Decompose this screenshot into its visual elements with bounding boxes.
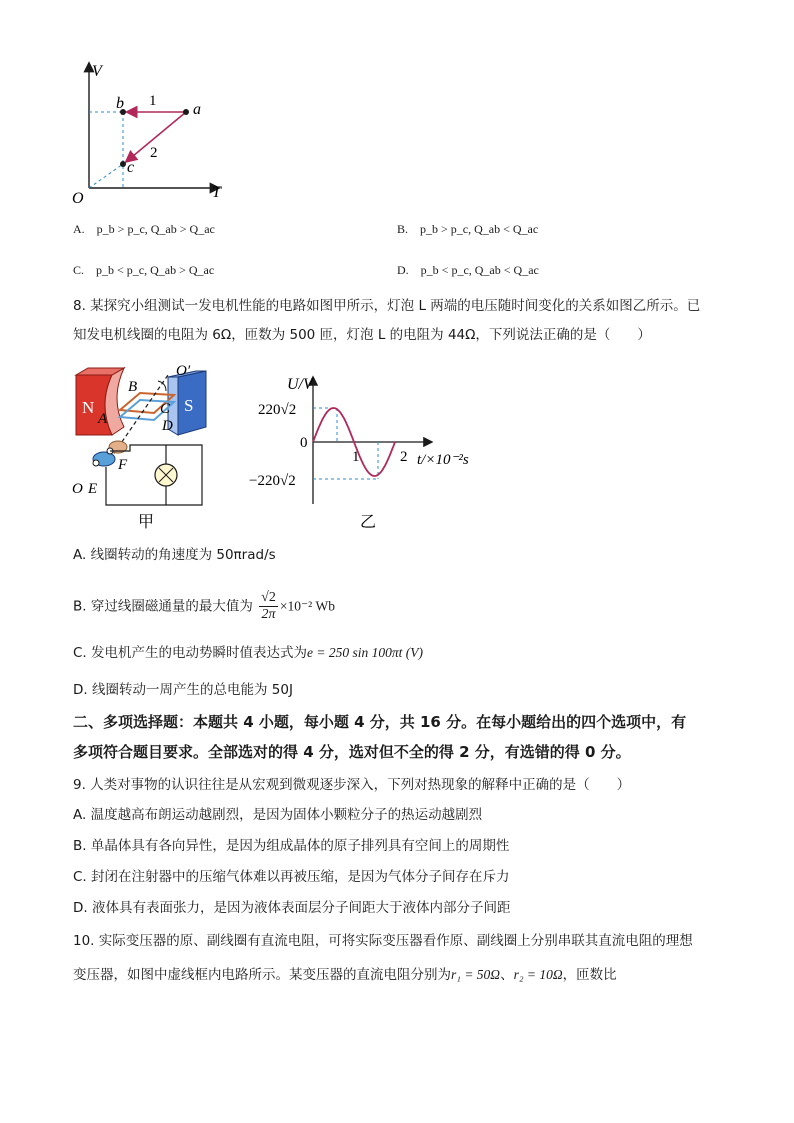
q10-stem-line2: 变压器，如图中虚线框内电路所示。某变压器的直流电阻分别为r₁ = 50Ω、r₂ = 10Ω，匝数比	[73, 967, 617, 983]
vt-diagram	[60, 56, 240, 206]
fraction-numerator: √2	[261, 590, 276, 605]
q8-option-d[interactable]: D. 线圈转动一周产生的总电能为 50J	[73, 682, 293, 698]
q8-stem-line2: 知发电机线圈的电阻为 6Ω，匝数为 500 匝，灯泡 L 的电阻为 44Ω，下列说法正确的是（ ）	[73, 327, 651, 343]
voltage-waveform	[245, 372, 485, 532]
label-u-axis: U/V	[287, 376, 313, 393]
tick-1: 1	[352, 449, 360, 465]
q9-option-b[interactable]: B. 单晶体具有各向异性，是因为组成晶体的原子排列具有空间上的周期性	[73, 838, 510, 854]
q9-option-d[interactable]: D. 液体具有表面张力，是因为液体表面层分子间距大于液体内部分子间距	[73, 900, 511, 916]
point-c	[120, 161, 126, 167]
tick-2: 2	[400, 449, 408, 465]
q10-r1: r₁ = 50Ω	[451, 967, 501, 982]
q8-option-c[interactable]: C. 发电机产生的电动势瞬时值表达式为e = 250 sin 100πt (V)	[73, 645, 423, 661]
label-gen-o: O	[72, 481, 83, 497]
q7-option-d[interactable]: D. p_b < p_c, Q_ab < Q_ac	[397, 263, 539, 277]
label-zero: 0	[300, 435, 308, 451]
label-v: V	[92, 63, 102, 80]
point-a	[183, 109, 189, 115]
label-n: N	[82, 398, 95, 417]
label-t-axis: t/×10⁻²s	[417, 452, 469, 468]
label-o: O	[72, 190, 84, 206]
q10-stem-line1: 10. 实际变压器的原、副线圈有直流电阻，可将实际变压器看作原、副线圈上分别串联其直流电阻的理想	[73, 933, 693, 949]
label-s: S	[184, 396, 194, 415]
section2-heading-line2: 多项符合题目要求。全部选对的得 4 分，选对但不全的得 2 分，有选错的得 0 分。	[73, 743, 631, 761]
label-path-1: 1	[149, 93, 157, 109]
q7-option-b-expr: p_b > p_c, Q_ab < Q_ac	[420, 222, 539, 236]
q9-stem: 9. 人类对事物的认识往往是从宏观到微观逐步深入，下列对热现象的解释中正确的是（ ）	[73, 777, 631, 793]
label-path-2: 2	[150, 145, 158, 161]
label-b: b	[116, 95, 124, 112]
q7-option-a[interactable]: A. p_b > p_c, Q_ab > Q_ac	[73, 222, 215, 236]
section2-heading-line1: 二、多项选择题：本题共 4 小题，每小题 4 分，共 16 分。在每小题给出的四个选项中，有	[73, 713, 687, 731]
q10-r2: r₂ = 10Ω	[513, 967, 563, 982]
label-ymin: −220√2	[249, 473, 296, 489]
generator-diagram	[70, 355, 230, 535]
brush-e	[93, 460, 99, 466]
q8-stem-line1: 8. 某探究小组测试一发电机性能的电路如图甲所示，灯泡 L 两端的电压随时间变化的关系如图乙所示。已	[73, 298, 701, 314]
q7-option-a-expr: p_b > p_c, Q_ab > Q_ac	[96, 222, 215, 236]
label-t: T	[212, 184, 221, 201]
q7-option-b[interactable]: B. p_b > p_c, Q_ab < Q_ac	[397, 222, 539, 236]
label-gen-a: A	[98, 411, 108, 427]
caption-jia: 甲	[138, 514, 155, 531]
label-gen-e: E	[88, 481, 98, 497]
label-gen-b: B	[128, 379, 138, 395]
circuit-wire	[106, 445, 202, 505]
q8-option-b-fraction	[259, 590, 278, 623]
q7-option-d-expr: p_b < p_c, Q_ab < Q_ac	[420, 263, 539, 277]
label-gen-f: F	[118, 457, 128, 473]
label-a: a	[193, 101, 201, 118]
label-ymax: 220√2	[258, 402, 297, 418]
label-c: c	[127, 159, 135, 176]
caption-yi: 乙	[360, 514, 377, 531]
q9-option-a[interactable]: A. 温度越高布朗运动越剧烈，是因为固体小颗粒分子的热运动越剧烈	[73, 807, 483, 823]
dash-origin-c	[89, 164, 123, 188]
q9-option-c[interactable]: C. 封闭在注射器中的压缩气体难以再被压缩，是因为气体分子间存在斥力	[73, 869, 510, 885]
label-gen-c: C	[160, 401, 171, 417]
q8-option-a[interactable]: A. 线圈转动的角速度为 50πrad/s	[73, 547, 276, 563]
label-gen-o-prime: O′	[176, 363, 191, 379]
q7-option-c[interactable]: C. p_b < p_c, Q_ab > Q_ac	[73, 263, 215, 277]
label-gen-d: D	[162, 418, 173, 434]
fraction-denominator: 2π	[261, 607, 276, 622]
rotation-arrow	[158, 381, 166, 391]
q8-option-c-expr: e = 250 sin 100πt (V)	[307, 645, 423, 660]
q8-option-b-suffix: ×10⁻² Wb	[279, 598, 335, 614]
q8-option-b[interactable]: B. 穿过线圈磁通量的最大值为 $\frac{√2}{2\pi}$ ×10⁻² Wb	[73, 590, 335, 622]
q7-option-c-expr: p_b < p_c, Q_ab > Q_ac	[96, 263, 215, 277]
